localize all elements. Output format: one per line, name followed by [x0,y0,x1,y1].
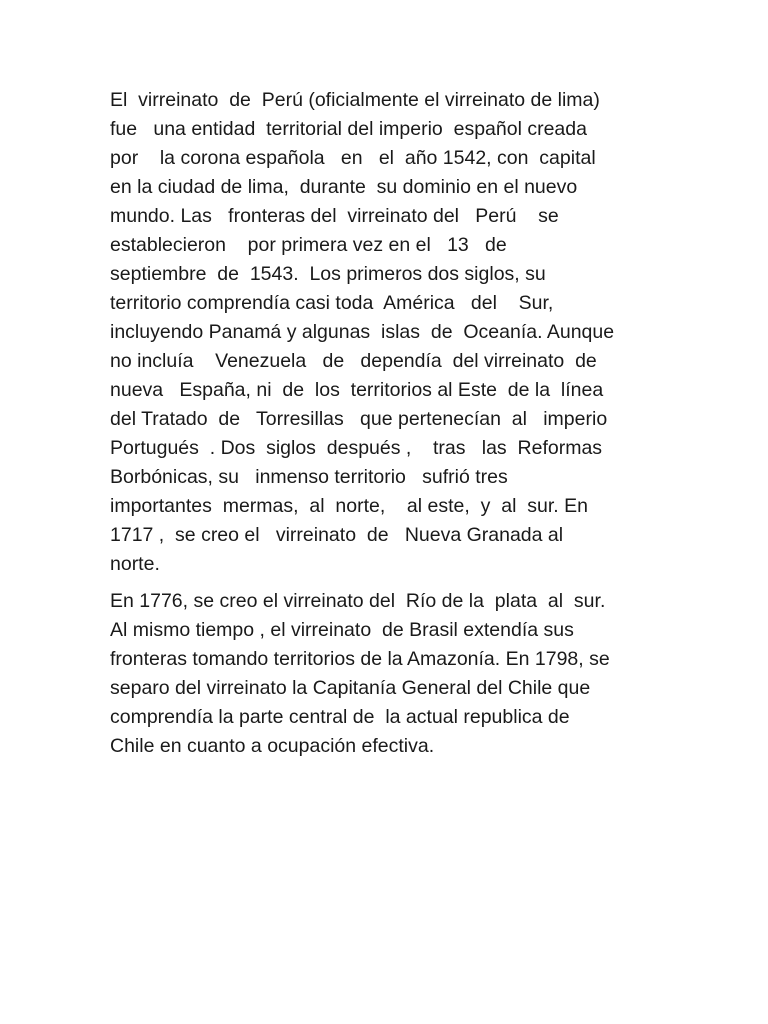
text-line: fue una entidad territorial del imperio español creada [110,118,587,140]
text-line: comprendía la parte central de la actual republica de [110,706,570,728]
document-body [110,86,670,761]
text-line: Borbónicas, su inmenso territorio sufrió tres [110,466,508,488]
paragraph-1 [110,86,670,579]
text-line: 1717 , se creo el virreinato de Nueva Granada al [110,524,564,546]
text-line: importantes mermas, al norte, al este, y al sur. En [110,495,588,517]
paragraph-2 [110,587,670,761]
text-line: territorio comprendía casi toda América del Sur, [110,292,554,314]
text-line: Chile en cuanto a ocupación efectiva. [110,735,435,757]
text-line: norte. [110,553,160,575]
text-line: Portugués . Dos siglos después , tras las Reformas [110,437,603,459]
text-line: en la ciudad de lima, durante su dominio en el nuevo [110,176,578,198]
text-line: En 1776, se creo el virreinato del Río de la plata al sur. [110,590,606,612]
text-line: incluyendo Panamá y algunas islas de Oceanía. Aunque [110,321,615,343]
text-line: separo del virreinato la Capitanía General del Chile que [110,677,591,699]
text-line: septiembre de 1543. Los primeros dos siglos, su [110,263,546,285]
text-line: El virreinato de Perú (oficialmente el virreinato de lima) [110,89,600,111]
text-line: del Tratado de Torresillas que pertenecían al imperio [110,408,608,430]
text-line: Al mismo tiempo , el virreinato de Brasil extendía sus [110,619,574,641]
text-line: no incluía Venezuela de dependía del virreinato de [110,350,597,372]
text-line: establecieron por primera vez en el 13 de [110,234,507,256]
text-line: nueva España, ni de los territorios al Este de la línea [110,379,604,401]
text-line: fronteras tomando territorios de la Amazonía. En 1798, se [110,648,610,670]
text-line: mundo. Las fronteras del virreinato del Perú se [110,205,559,227]
text-line: por la corona española en el año 1542, con capital [110,147,596,169]
